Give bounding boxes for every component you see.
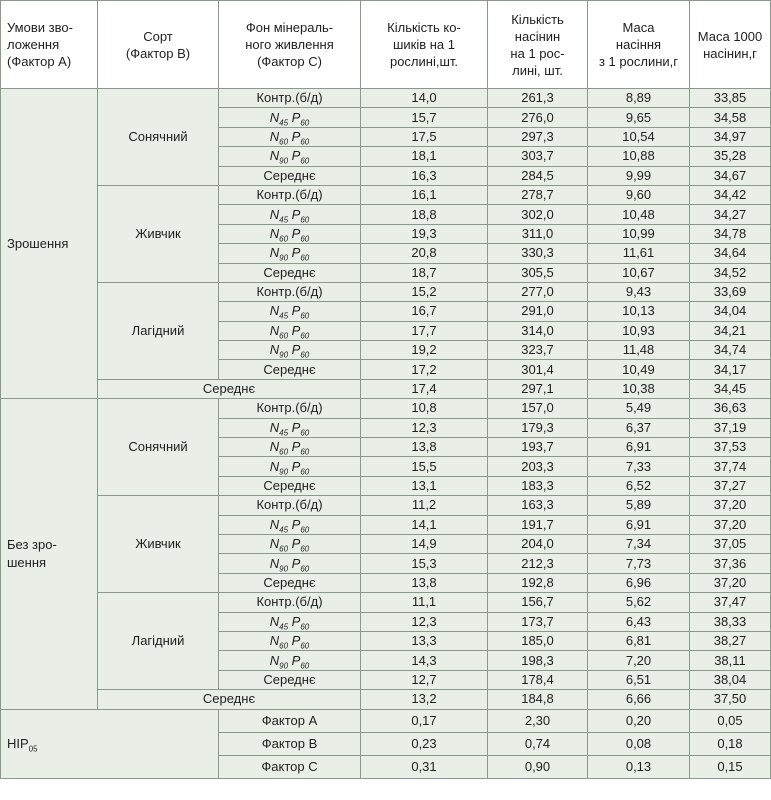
group-mean-label: Середнє [98, 690, 361, 709]
nutrient-p-dose: 60 [300, 525, 310, 535]
treatment-cell: Контр.(б/д) [219, 399, 361, 418]
nutrient-n-dose: 45 [279, 622, 289, 632]
value-cell: 17,2 [361, 360, 488, 379]
treatment-cell: Середнє [219, 476, 361, 495]
nutrient-n-dose: 90 [279, 564, 289, 574]
value-cell: 37,20 [690, 573, 771, 592]
value-cell: 37,36 [690, 554, 771, 573]
value-cell: 38,11 [690, 651, 771, 670]
treatment-cell [219, 612, 361, 631]
value-cell: 20,8 [361, 244, 488, 263]
nutrient-n-dose: 90 [279, 156, 289, 166]
value-cell: 6,96 [588, 573, 690, 592]
value-cell: 34,42 [690, 185, 771, 204]
value-cell: 14,0 [361, 89, 488, 108]
value-cell: 6,81 [588, 631, 690, 650]
nutrient-p: P [291, 439, 301, 455]
nutrient-n-dose: 60 [279, 234, 289, 244]
treatment-cell: Контр.(б/д) [219, 593, 361, 612]
value-cell: 11,2 [361, 496, 488, 515]
value-cell: 7,20 [588, 651, 690, 670]
value-cell: 34,27 [690, 205, 771, 224]
nutrient-p-dose: 60 [300, 544, 310, 554]
value-cell: 157,0 [488, 399, 588, 418]
nutrient-p-dose: 60 [300, 641, 310, 651]
value-cell: 14,9 [361, 534, 488, 553]
sort-cell: Лагідний [98, 593, 219, 690]
value-cell: 18,1 [361, 147, 488, 166]
value-cell: 19,3 [361, 224, 488, 243]
table-row [1, 399, 771, 418]
value-cell: 10,13 [588, 302, 690, 321]
value-cell: 16,7 [361, 302, 488, 321]
nutrient-n: N [269, 303, 280, 319]
value-cell: 5,89 [588, 496, 690, 515]
treatment-cell [219, 554, 361, 573]
table-row [1, 89, 771, 108]
nutrient-p-dose: 60 [300, 622, 310, 632]
nutrient-p-dose: 60 [300, 428, 310, 438]
value-cell: 33,69 [690, 282, 771, 301]
value-cell: 204,0 [488, 534, 588, 553]
value-cell: 37,19 [690, 418, 771, 437]
table-body [1, 89, 771, 779]
value-cell: 7,73 [588, 554, 690, 573]
value-cell: 9,65 [588, 108, 690, 127]
nutrient-n-dose: 60 [279, 641, 289, 651]
hir-label-cell [1, 709, 219, 778]
treatment-cell: Контр.(б/д) [219, 496, 361, 515]
value-cell: 13,8 [361, 573, 488, 592]
value-cell: 191,7 [488, 515, 588, 534]
nutrient-p: P [291, 109, 301, 125]
value-cell: 37,53 [690, 438, 771, 457]
value-cell: 34,58 [690, 108, 771, 127]
nutrient-n: N [269, 458, 280, 474]
nutrient-p-dose: 60 [300, 312, 310, 322]
value-cell: 10,67 [588, 263, 690, 282]
value-cell: 36,63 [690, 399, 771, 418]
nutrient-n: N [269, 516, 280, 532]
group-mean-row [1, 690, 771, 709]
value-cell: 15,5 [361, 457, 488, 476]
value-cell: 34,21 [690, 321, 771, 340]
value-cell: 10,48 [588, 205, 690, 224]
value-cell: 11,48 [588, 341, 690, 360]
value-cell: 17,4 [361, 379, 488, 398]
value-cell: 184,8 [488, 690, 588, 709]
value-cell: 0,90 [488, 755, 588, 778]
value-cell: 0,08 [588, 732, 690, 755]
value-cell: 193,7 [488, 438, 588, 457]
value-cell: 37,47 [690, 593, 771, 612]
value-cell: 6,37 [588, 418, 690, 437]
value-cell: 18,8 [361, 205, 488, 224]
header-factor-a: Умови зво- ложення (Фактор А) [1, 1, 98, 89]
value-cell: 19,2 [361, 341, 488, 360]
treatment-cell [219, 321, 361, 340]
value-cell: 6,91 [588, 515, 690, 534]
factor-a-cell: Зрошення [1, 89, 98, 399]
table-header [1, 1, 771, 89]
header-nasinyn: Кількість насінин на 1 рос- лині, шт. [488, 1, 588, 89]
nutrient-n-dose: 45 [279, 118, 289, 128]
value-cell: 0,18 [690, 732, 771, 755]
nutrient-n-dose: 60 [279, 137, 289, 147]
nutrient-n: N [269, 225, 280, 241]
factor-a-cell: Без зро- шення [1, 399, 98, 709]
nutrient-p-dose: 60 [300, 467, 310, 477]
value-cell: 37,20 [690, 515, 771, 534]
nutrient-p-dose: 60 [300, 234, 310, 244]
nutrient-n: N [269, 419, 280, 435]
value-cell: 276,0 [488, 108, 588, 127]
header-koshyky: Кількість ко- шиків на 1 рослині,шт. [361, 1, 488, 89]
nutrient-p: P [291, 555, 301, 571]
value-cell: 14,3 [361, 651, 488, 670]
nutrient-p: P [291, 322, 301, 338]
value-cell: 261,3 [488, 89, 588, 108]
value-cell: 179,3 [488, 418, 588, 437]
value-cell: 323,7 [488, 341, 588, 360]
treatment-cell [219, 418, 361, 437]
hir-factor-cell: Фактор В [219, 732, 361, 755]
value-cell: 0,05 [690, 709, 771, 732]
value-cell: 5,62 [588, 593, 690, 612]
value-cell: 34,04 [690, 302, 771, 321]
value-cell: 12,3 [361, 612, 488, 631]
treatment-cell [219, 224, 361, 243]
hir-subscript: 05 [28, 744, 38, 754]
nutrient-n-dose: 60 [279, 331, 289, 341]
value-cell: 9,43 [588, 282, 690, 301]
value-cell: 18,7 [361, 263, 488, 282]
value-cell: 37,74 [690, 457, 771, 476]
treatment-cell: Контр.(б/д) [219, 282, 361, 301]
treatment-cell [219, 147, 361, 166]
value-cell: 163,3 [488, 496, 588, 515]
value-cell: 10,88 [588, 147, 690, 166]
value-cell: 10,99 [588, 224, 690, 243]
treatment-cell [219, 127, 361, 146]
value-cell: 13,3 [361, 631, 488, 650]
nutrient-n: N [269, 128, 280, 144]
header-sort: Сорт (Фактор В) [98, 1, 219, 89]
value-cell: 297,1 [488, 379, 588, 398]
nutrient-p: P [291, 148, 301, 164]
nutrient-p: P [291, 652, 301, 668]
nutrient-n: N [269, 322, 280, 338]
header-masa: Маса насіння з 1 рослини,г [588, 1, 690, 89]
nutrient-n-dose: 45 [279, 525, 289, 535]
treatment-cell [219, 651, 361, 670]
value-cell: 303,7 [488, 147, 588, 166]
sort-cell: Сонячний [98, 89, 219, 186]
nutrient-n: N [269, 148, 280, 164]
value-cell: 156,7 [488, 593, 588, 612]
value-cell: 0,17 [361, 709, 488, 732]
nutrient-n-dose: 90 [279, 467, 289, 477]
table-row [1, 593, 771, 612]
nutrient-p: P [291, 245, 301, 261]
nutrient-p: P [291, 613, 301, 629]
nutrient-p: P [291, 206, 301, 222]
value-cell: 38,04 [690, 670, 771, 689]
value-cell: 34,17 [690, 360, 771, 379]
nutrient-n: N [269, 652, 280, 668]
nutrient-p-dose: 60 [300, 564, 310, 574]
value-cell: 198,3 [488, 651, 588, 670]
treatment-cell: Середнє [219, 573, 361, 592]
treatment-cell: Контр.(б/д) [219, 89, 361, 108]
value-cell: 34,45 [690, 379, 771, 398]
value-cell: 14,1 [361, 515, 488, 534]
nutrient-p-dose: 60 [300, 331, 310, 341]
nutrient-p: P [291, 516, 301, 532]
value-cell: 34,64 [690, 244, 771, 263]
value-cell: 34,52 [690, 263, 771, 282]
value-cell: 34,78 [690, 224, 771, 243]
value-cell: 278,7 [488, 185, 588, 204]
sort-cell: Живчик [98, 496, 219, 593]
group-mean-label: Середнє [98, 379, 361, 398]
nutrient-n: N [269, 206, 280, 222]
value-cell: 185,0 [488, 631, 588, 650]
value-cell: 13,8 [361, 438, 488, 457]
value-cell: 35,28 [690, 147, 771, 166]
nutrient-p: P [291, 633, 301, 649]
value-cell: 33,85 [690, 89, 771, 108]
value-cell: 10,54 [588, 127, 690, 146]
value-cell: 6,43 [588, 612, 690, 631]
treatment-cell [219, 341, 361, 360]
table-row [1, 282, 771, 301]
value-cell: 34,67 [690, 166, 771, 185]
value-cell: 37,05 [690, 534, 771, 553]
nutrient-n: N [269, 555, 280, 571]
value-cell: 2,30 [488, 709, 588, 732]
value-cell: 291,0 [488, 302, 588, 321]
value-cell: 8,89 [588, 89, 690, 108]
value-cell: 0,15 [690, 755, 771, 778]
hir-row [1, 709, 771, 732]
value-cell: 302,0 [488, 205, 588, 224]
nutrient-p-dose: 60 [300, 661, 310, 671]
value-cell: 0,23 [361, 732, 488, 755]
nutrient-p: P [291, 458, 301, 474]
sort-cell: Сонячний [98, 399, 219, 496]
nutrient-p: P [291, 128, 301, 144]
nutrient-p-dose: 60 [300, 118, 310, 128]
nutrient-n-dose: 45 [279, 312, 289, 322]
nutrient-n-dose: 90 [279, 253, 289, 263]
value-cell: 212,3 [488, 554, 588, 573]
value-cell: 11,1 [361, 593, 488, 612]
value-cell: 13,2 [361, 690, 488, 709]
group-mean-row [1, 379, 771, 398]
nutrient-n: N [269, 633, 280, 649]
table-row [1, 185, 771, 204]
value-cell: 37,27 [690, 476, 771, 495]
value-cell: 203,3 [488, 457, 588, 476]
nutrient-n: N [269, 536, 280, 552]
value-cell: 7,34 [588, 534, 690, 553]
treatment-cell: Контр.(б/д) [219, 185, 361, 204]
treatment-cell [219, 515, 361, 534]
value-cell: 17,7 [361, 321, 488, 340]
treatment-cell [219, 244, 361, 263]
value-cell: 284,5 [488, 166, 588, 185]
treatment-cell [219, 108, 361, 127]
sort-cell: Живчик [98, 185, 219, 282]
value-cell: 34,97 [690, 127, 771, 146]
value-cell: 38,33 [690, 612, 771, 631]
nutrient-n: N [269, 613, 280, 629]
treatment-cell: Середнє [219, 670, 361, 689]
nutrient-p: P [291, 536, 301, 552]
value-cell: 301,4 [488, 360, 588, 379]
hir-factor-cell: Фактор С [219, 755, 361, 778]
value-cell: 314,0 [488, 321, 588, 340]
value-cell: 178,4 [488, 670, 588, 689]
nutrient-p-dose: 60 [300, 156, 310, 166]
value-cell: 173,7 [488, 612, 588, 631]
nutrient-p: P [291, 303, 301, 319]
nutrient-p: P [291, 419, 301, 435]
value-cell: 9,99 [588, 166, 690, 185]
value-cell: 6,51 [588, 670, 690, 689]
value-cell: 10,38 [588, 379, 690, 398]
nutrient-p-dose: 60 [300, 253, 310, 263]
value-cell: 0,31 [361, 755, 488, 778]
value-cell: 0,74 [488, 732, 588, 755]
value-cell: 192,8 [488, 573, 588, 592]
nutrient-n: N [269, 439, 280, 455]
treatment-cell [219, 205, 361, 224]
nutrient-n-dose: 90 [279, 350, 289, 360]
nutrient-n-dose: 60 [279, 544, 289, 554]
header-fon: Фон мінераль- ного живлення (Фактор С) [219, 1, 361, 89]
header-masa1000: Маса 1000 насінин,г [690, 1, 771, 89]
value-cell: 10,8 [361, 399, 488, 418]
value-cell: 13,1 [361, 476, 488, 495]
value-cell: 9,60 [588, 185, 690, 204]
value-cell: 16,3 [361, 166, 488, 185]
nutrient-n: N [269, 342, 280, 358]
value-cell: 0,20 [588, 709, 690, 732]
table-row [1, 496, 771, 515]
value-cell: 6,52 [588, 476, 690, 495]
value-cell: 15,7 [361, 108, 488, 127]
value-cell: 6,66 [588, 690, 690, 709]
nutrient-p: P [291, 225, 301, 241]
value-cell: 34,74 [690, 341, 771, 360]
value-cell: 305,5 [488, 263, 588, 282]
value-cell: 15,2 [361, 282, 488, 301]
value-cell: 17,5 [361, 127, 488, 146]
nutrient-p-dose: 60 [300, 447, 310, 457]
sort-cell: Лагідний [98, 282, 219, 379]
treatment-cell [219, 631, 361, 650]
value-cell: 183,3 [488, 476, 588, 495]
treatment-cell [219, 302, 361, 321]
nutrient-n-dose: 60 [279, 447, 289, 457]
hir-label: НІР [7, 735, 29, 751]
value-cell: 38,27 [690, 631, 771, 650]
treatment-cell [219, 457, 361, 476]
value-cell: 330,3 [488, 244, 588, 263]
value-cell: 297,3 [488, 127, 588, 146]
value-cell: 10,93 [588, 321, 690, 340]
value-cell: 11,61 [588, 244, 690, 263]
value-cell: 277,0 [488, 282, 588, 301]
treatment-cell: Середнє [219, 360, 361, 379]
nutrient-n-dose: 45 [279, 215, 289, 225]
nutrient-n: N [269, 245, 280, 261]
nutrient-n: N [269, 109, 280, 125]
nutrient-n-dose: 90 [279, 661, 289, 671]
treatment-cell [219, 534, 361, 553]
treatment-cell [219, 438, 361, 457]
value-cell: 15,3 [361, 554, 488, 573]
nutrient-p-dose: 60 [300, 350, 310, 360]
value-cell: 311,0 [488, 224, 588, 243]
value-cell: 16,1 [361, 185, 488, 204]
treatment-cell: Середнє [219, 263, 361, 282]
nutrient-p-dose: 60 [300, 137, 310, 147]
value-cell: 12,3 [361, 418, 488, 437]
nutrient-p: P [291, 342, 301, 358]
treatment-cell: Середнє [219, 166, 361, 185]
nutrient-n-dose: 45 [279, 428, 289, 438]
value-cell: 7,33 [588, 457, 690, 476]
nutrient-p-dose: 60 [300, 215, 310, 225]
hir-factor-cell: Фактор А [219, 709, 361, 732]
value-cell: 12,7 [361, 670, 488, 689]
value-cell: 37,20 [690, 496, 771, 515]
value-cell: 10,49 [588, 360, 690, 379]
value-cell: 5,49 [588, 399, 690, 418]
value-cell: 37,50 [690, 690, 771, 709]
value-cell: 0,13 [588, 755, 690, 778]
value-cell: 6,91 [588, 438, 690, 457]
